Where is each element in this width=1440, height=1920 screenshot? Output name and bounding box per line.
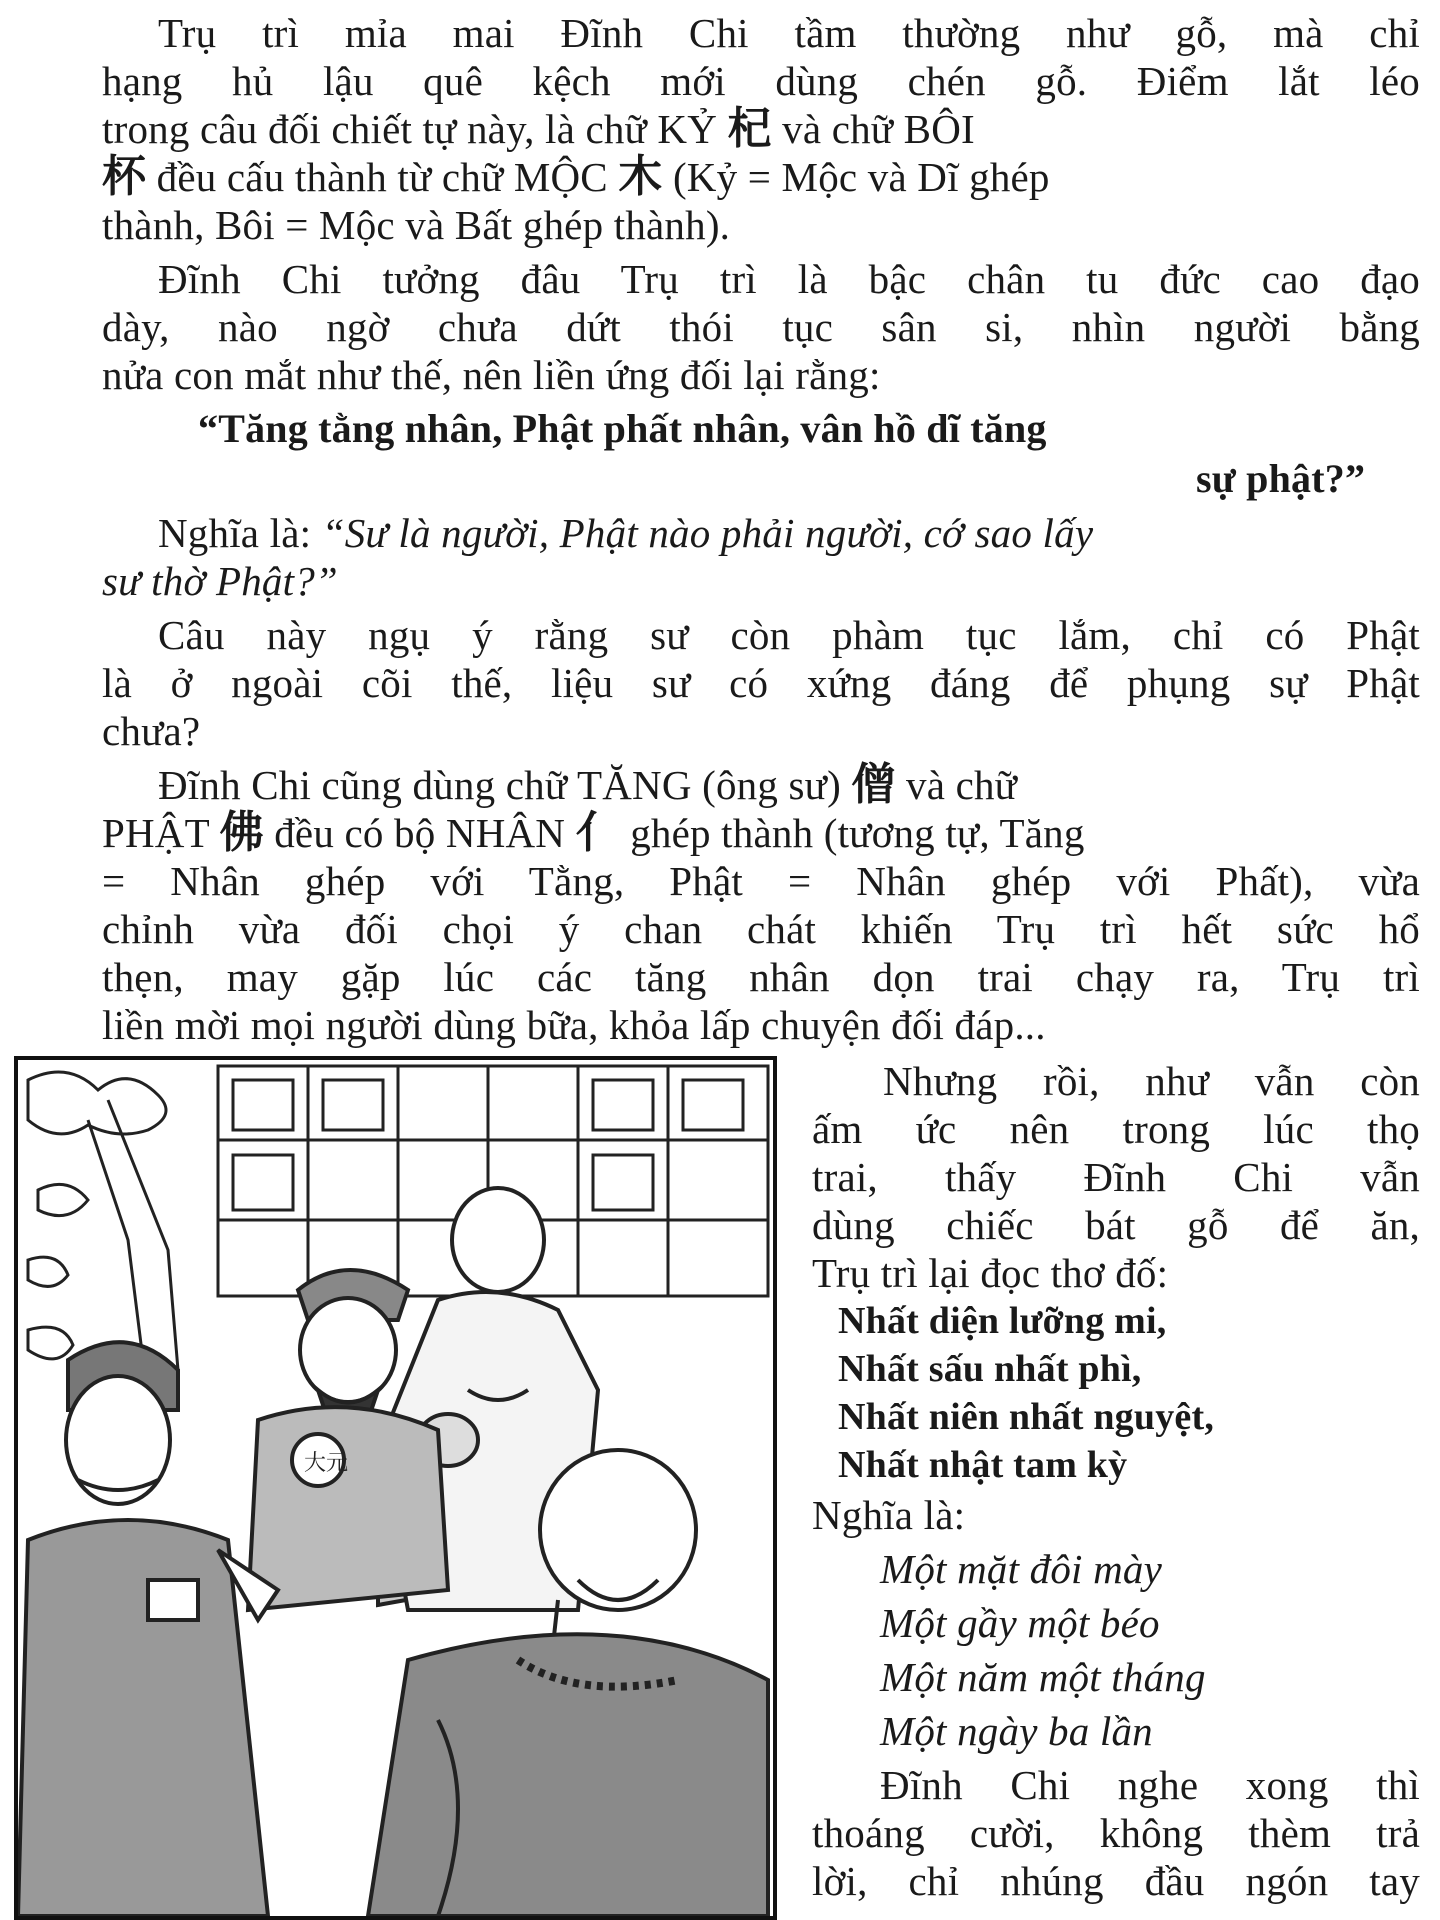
meaning1-label: Nghĩa là: bbox=[158, 510, 312, 556]
para3-line3: chưa? bbox=[102, 708, 201, 754]
translation-line-3: Một năm một tháng bbox=[880, 1654, 1206, 1700]
para4-line2 bbox=[102, 808, 1420, 858]
para2-line1: Đĩnh Chi tưởng đâu Trụ trì là bậc chân tu đức cao đạo bbox=[158, 256, 1420, 302]
illustration-drawing bbox=[18, 1060, 773, 1916]
meaning2-label: Nghĩa là: bbox=[812, 1492, 966, 1538]
para4-line2-post: ghép thành (tương tự, Tăng bbox=[630, 810, 1085, 856]
translation-line-1: Một mặt đôi mày bbox=[880, 1546, 1162, 1592]
para3-line2: là ở ngoài cõi thế, liệu sư có xứng đáng để phụng sự Phật bbox=[102, 660, 1420, 706]
couplet-line2: sự phật?” bbox=[1196, 456, 1366, 501]
para6-line3: lời, chỉ nhúng đầu ngón tay bbox=[812, 1858, 1420, 1904]
para5-line3: trai, thấy Đĩnh Chi vẫn bbox=[812, 1154, 1420, 1200]
para6-line2: thoáng cười, không thèm trả bbox=[812, 1810, 1420, 1856]
chinese-char-nhan: 亻 bbox=[575, 807, 620, 858]
meaning1-line1 bbox=[158, 508, 1420, 558]
couplet-line1: “Tăng tằng nhân, Phật phất nhân, vân hồ dĩ tăng bbox=[198, 406, 1047, 451]
chinese-char-phat: 佛 bbox=[219, 807, 264, 858]
para5-line1: Nhưng rồi, như vẫn còn bbox=[883, 1058, 1420, 1104]
poem-line-2: Nhất sấu nhất phì, bbox=[838, 1348, 1142, 1390]
seated-warrior bbox=[248, 1270, 448, 1610]
para2-line2: dày, nào ngờ chưa dứt thói tục sân si, nhìn người bằng bbox=[102, 304, 1420, 350]
para4-line6: liền mời mọi người dùng bữa, khỏa lấp chuyện đối đáp... bbox=[102, 1002, 1046, 1048]
chinese-char-ky: 杞 bbox=[727, 103, 772, 154]
para1-line3 bbox=[102, 104, 1420, 154]
para1-line1: Trụ trì mỉa mai Đĩnh Chi tầm thường như gỗ, mà chỉ bbox=[158, 10, 1420, 56]
para1-line3-pre: trong câu đối chiết tự này, là chữ KỶ bbox=[102, 106, 718, 152]
para6-line1: Đĩnh Chi nghe xong thì bbox=[880, 1762, 1420, 1808]
para1-line4 bbox=[102, 152, 1420, 202]
para4-line4: chỉnh vừa đối chọi ý chan chát khiến Trụ trì hết sức hổ bbox=[102, 906, 1420, 952]
para3-line1: Câu này ngụ ý rằng sư còn phàm tục lắm, chỉ có Phật bbox=[158, 612, 1420, 658]
translation-line-2: Một gầy một béo bbox=[880, 1600, 1160, 1646]
para1-line3-post: và chữ BÔI bbox=[782, 106, 975, 152]
para5-line2: ấm ức nên trong lúc thọ bbox=[812, 1106, 1420, 1152]
illustration-monks-scene bbox=[14, 1056, 777, 1920]
poem-line-4: Nhất nhật tam kỳ bbox=[838, 1444, 1128, 1486]
poem-line-1: Nhất diện lưỡng mi, bbox=[838, 1300, 1167, 1342]
para4-line1-pre: Đĩnh Chi cũng dùng chữ TĂNG (ông sư) bbox=[158, 762, 841, 808]
meaning1-text2: sư thờ Phật?” bbox=[102, 558, 338, 604]
scholar-dinh-chi bbox=[18, 1342, 278, 1916]
para1-line4-mid: đều cấu thành từ chữ MỘC bbox=[156, 154, 608, 200]
illustration-label: 大元 bbox=[304, 1451, 349, 1476]
para4-line5: thẹn, may gặp lúc các tăng nhân dọn trai chạy ra, Trụ trì bbox=[102, 954, 1420, 1000]
para5-line4: dùng chiếc bát gỗ để ăn, bbox=[812, 1202, 1420, 1248]
para1-line4-post: (Kỷ = Mộc và Dĩ ghép bbox=[672, 154, 1050, 200]
chinese-char-boi: 杯 bbox=[102, 151, 147, 202]
para4-line3: = Nhân ghép với Tằng, Phật = Nhân ghép với Phất), vừa bbox=[102, 858, 1420, 904]
chinese-char-moc: 木 bbox=[618, 151, 663, 202]
para2-line3: nửa con mắt như thế, nên liền ứng đối lại rằng: bbox=[102, 352, 881, 398]
translation-line-4: Một ngày ba lần bbox=[880, 1708, 1153, 1754]
chinese-char-tang: 僧 bbox=[851, 759, 896, 810]
para4-line2-pre: PHẬT bbox=[102, 810, 210, 856]
para1-line2: hạng hủ lậu quê kệch mới dùng chén gỗ. Điểm lắt léo bbox=[102, 58, 1420, 104]
para1-line5: thành, Bôi = Mộc và Bất ghép thành). bbox=[102, 202, 731, 248]
para4-line1-post: và chữ bbox=[906, 762, 1018, 808]
poem-line-3: Nhất niên nhất nguyệt, bbox=[838, 1396, 1215, 1438]
para4-line2-mid: đều có bộ NHÂN bbox=[274, 810, 566, 856]
para4-line1 bbox=[158, 760, 1420, 810]
para5-line5: Trụ trì lại đọc thơ đố: bbox=[812, 1250, 1169, 1296]
meaning1-text1: “Sư là người, Phật nào phải người, cớ sao lấy bbox=[321, 510, 1094, 556]
